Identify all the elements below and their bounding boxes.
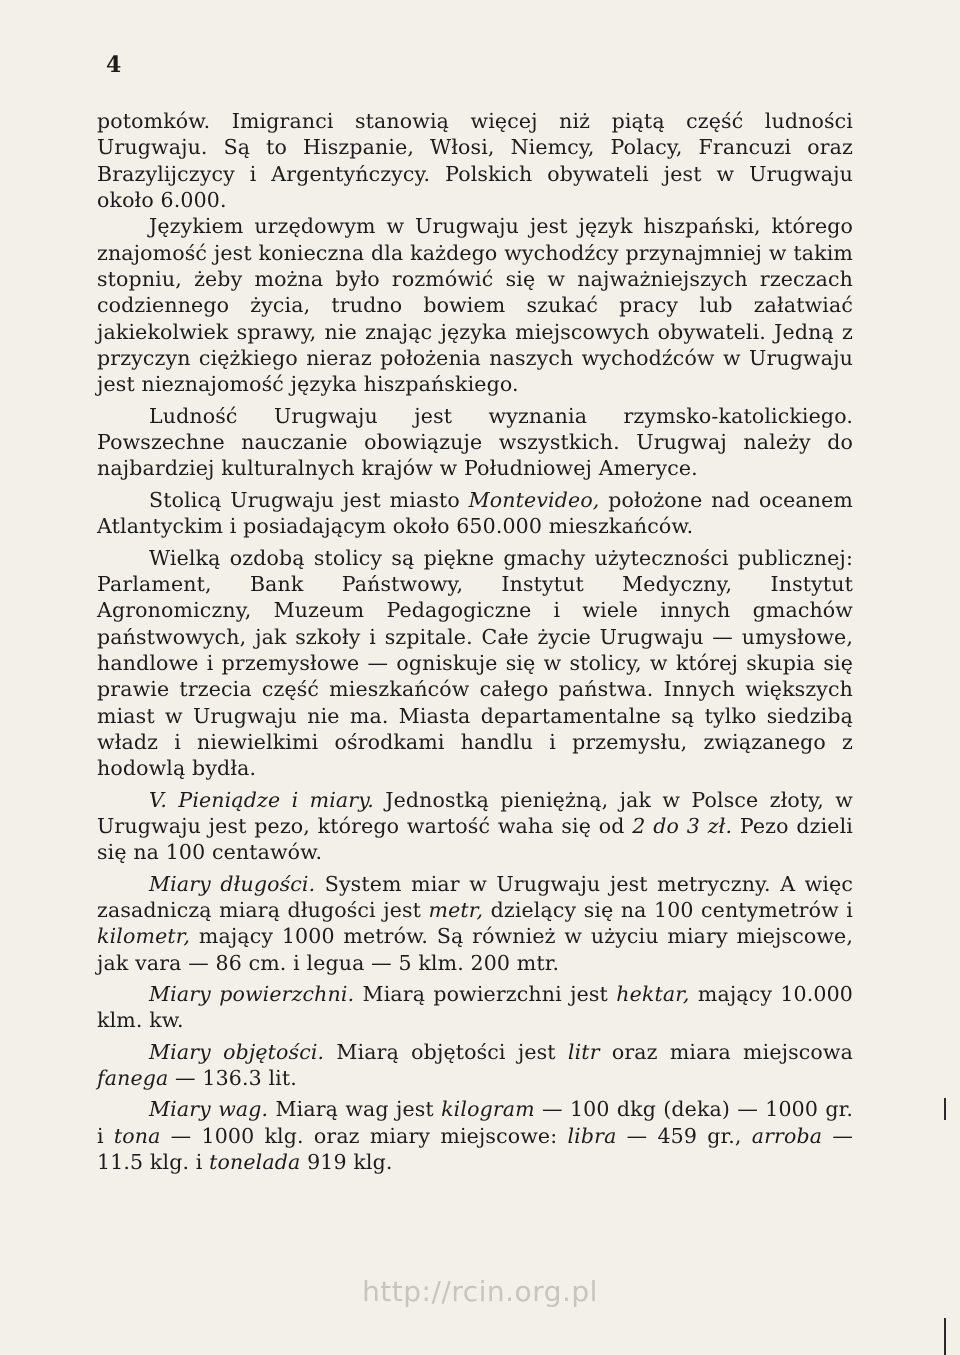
weight-text-2: — 100 dkg (deka) — 1000 gr. i: [97, 1097, 853, 1148]
length-text-1: System miar w Urugwaju jest metryczny. A więc zasadniczą miarą długości jest: [97, 871, 853, 922]
paragraph-language: Językiem urzędowym w Urugwaju jest język hiszpański, którego znajomość jest konieczna dla każdego wychodźcy przynajmniej w takim stopniu, żeby można było rozmówić się w najważniejszych rzeczach codziennego życia, trudno bowiem szukać pracy lub załatwiać jakiekolwiek sprawy, nie znając języka miejscowych obywateli. Jedną z przyczyn ciężkiego nieraz położenia naszych wychodźców w Urugwaju jest nieznajomość języka hiszpańskiego.: [97, 214, 853, 397]
paragraph-religion: Ludność Urugwaju jest wyznania rzymsko-katolickiego. Powszechne nauczanie obowiązuje wszystkich. Urugwaj należy do najbardziej kulturalnych krajów w Południowej Ameryce.: [97, 403, 853, 481]
volume-text-3: — 136.3 lit.: [168, 1066, 297, 1091]
length-text-2: dzielący się na 100 centymetrów i: [483, 897, 853, 922]
term-tona: tona: [113, 1123, 161, 1148]
term-fanega: fanega: [97, 1066, 169, 1091]
paragraph-buildings: Wielką ozdobą stolicy są piękne gmachy użyteczności publicznej: Parlament, Bank Państwowy, Instytut Medyczny, Instytut Agronomiczny, Muzeum Pedagogiczne i wiele innych gmachów państwowych, jak szkoły i szpitale. Całe życie Urugwaju — umysłowe, handlowe i przemysłowe — ogniskuje się w stolicy, w której skupia się prawie trzecia część mieszkańców całego państwa. Innych większych miast w Urugwaju nie ma. Miasta departamentalne są tylko siedzibą władz i niewielkimi ośrodkami handlu i przemysłu, związanego z hodowlą bydła.: [97, 545, 853, 781]
weight-text-4: — 459 gr.,: [616, 1123, 752, 1148]
page-number: 4: [106, 52, 122, 78]
weight-text-3: — 1000 klg. oraz miary miejscowe:: [160, 1123, 568, 1148]
term-kilogram: kilogram: [441, 1097, 535, 1122]
term-kilometr: kilometr,: [97, 924, 191, 949]
paragraph-immigrants: potomków. Imigranci stanowią więcej niż piątą część ludności Urugwaju. Są to Hiszpanie, Włosi, Niemcy, Polacy, Francuzi oraz Brazylijczycy i Argentyńczycy. Polskich obywateli jest w Urugwaju około 6.000.: [97, 109, 853, 213]
money-text-2: Pezo dzieli się na 100 centawów.: [97, 813, 853, 865]
weight-text-6: 919 klg.: [300, 1150, 393, 1175]
paragraph-area: [97, 981, 853, 1034]
term-litr: litr: [567, 1039, 600, 1064]
paragraph-volume: [97, 1039, 853, 1092]
body-text: [97, 108, 853, 1175]
term-hektar: hektar,: [616, 982, 690, 1006]
term-libra: libra: [567, 1123, 617, 1148]
page-edge-mark: [944, 1098, 946, 1120]
heading-volume: Miary objętości.: [149, 1039, 325, 1064]
money-range: 2 do 3 zł.: [632, 813, 733, 838]
paragraph-money: [97, 787, 853, 866]
money-text-1: Jednostką pieniężną, jak w Polsce złoty, w Urugwaju jest pezo, którego wartość waha się od: [97, 787, 853, 838]
volume-text-1: Miarą objętości jest: [324, 1039, 568, 1064]
area-text-2: mający 10.000 klm. kw.: [97, 982, 853, 1033]
watermark: http://rcin.org.pl: [362, 1275, 598, 1308]
weight-text-5: — 11.5 klg. i: [97, 1123, 853, 1175]
section-heading-money: V. Pieniądze i miary.: [149, 787, 374, 812]
term-tonelada: tonelada: [209, 1150, 301, 1175]
length-text-3: mający 1000 metrów. Są również w użyciu miary miejscowe, jak vara — 86 cm. i legua — 5 klm. 200 mtr.: [97, 924, 853, 975]
paragraph-weight: [97, 1096, 853, 1175]
montevideo-term: Montevideo,: [468, 487, 600, 512]
area-text-1: Miarą powierzchni jest: [354, 982, 617, 1006]
page-edge-mark: [944, 1318, 946, 1355]
weight-text-1: Miarą wag jest: [268, 1097, 442, 1122]
term-metr: metr,: [428, 897, 484, 922]
heading-area: Miary powierzchni.: [149, 982, 355, 1006]
capital-text-2: położone nad oceanem Atlantyckim i posiadającym około 650.000 mieszkańców.: [97, 487, 853, 539]
capital-text-1: Stolicą Urugwaju jest miasto: [149, 487, 469, 512]
paragraph-capital: [97, 487, 853, 540]
term-arroba: arroba: [751, 1123, 823, 1148]
volume-text-2: oraz miara miejscowa: [599, 1039, 853, 1064]
paragraph-length: [97, 871, 853, 976]
heading-weight: Miary wag.: [149, 1097, 269, 1122]
heading-length: Miary długości.: [149, 871, 316, 896]
